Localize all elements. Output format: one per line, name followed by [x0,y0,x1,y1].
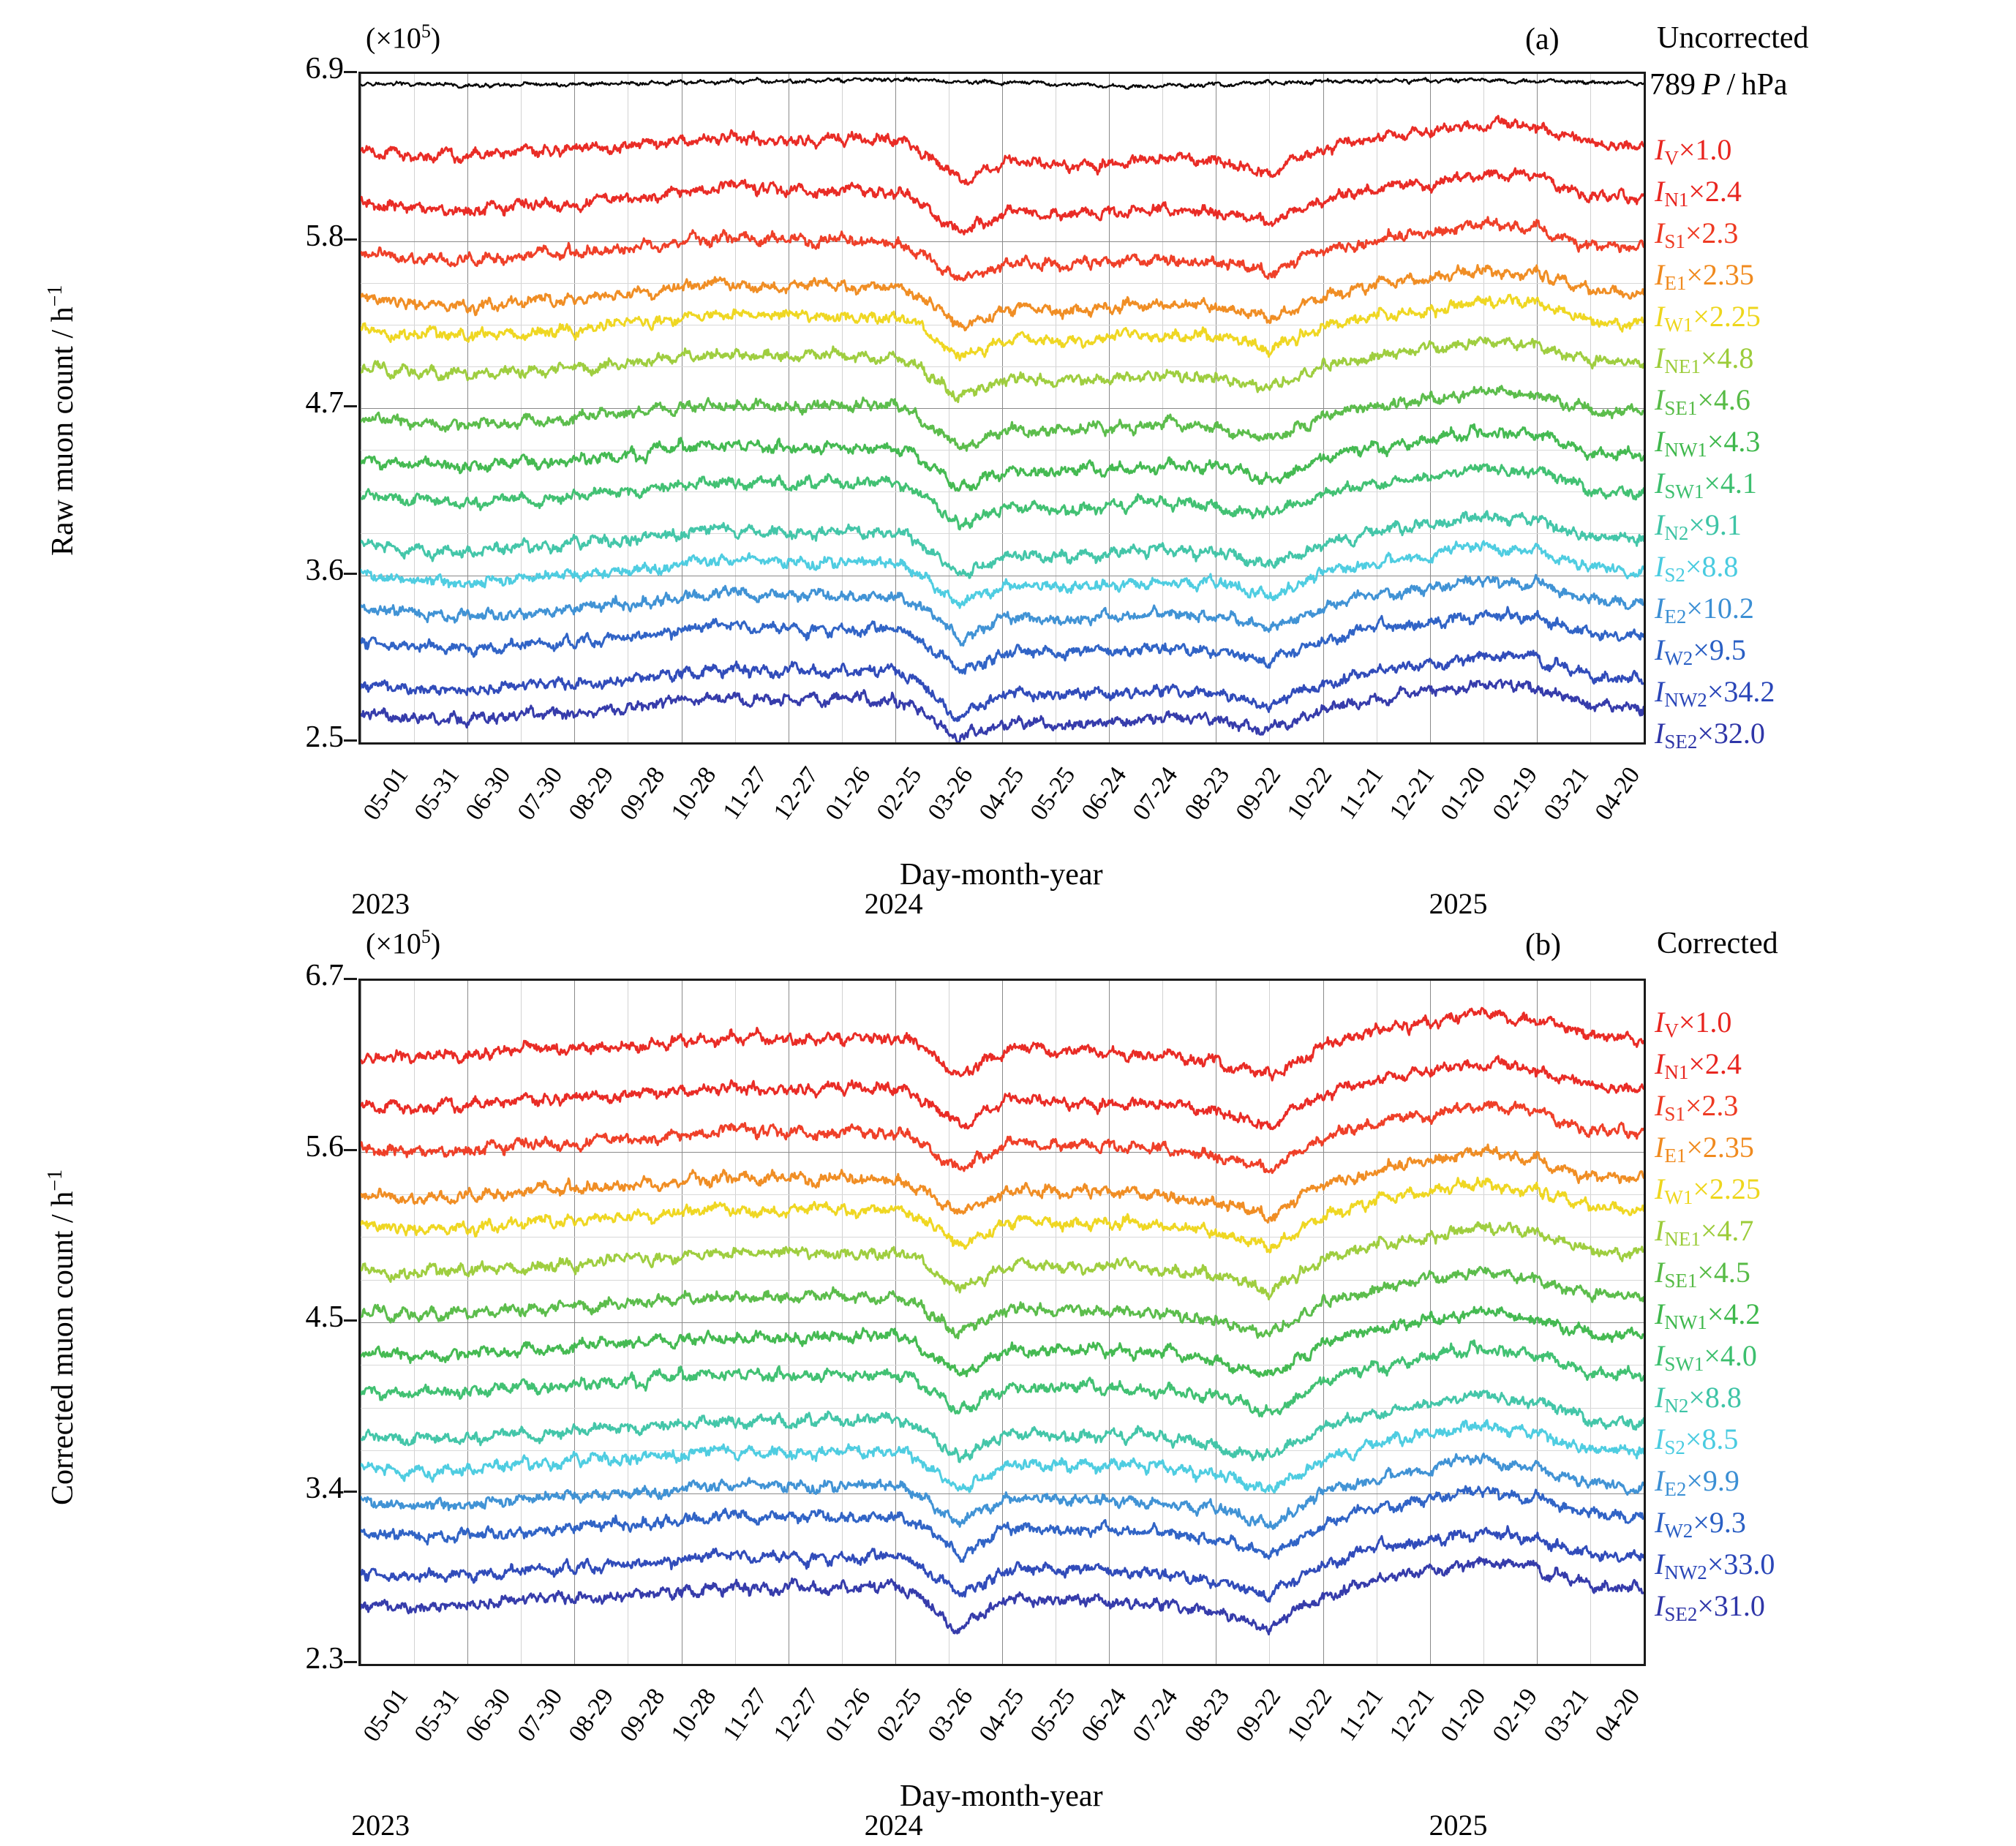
x-tick-label: 04-25 [974,1684,1030,1747]
legend-item: $I_{NE1}\times 4.7$ [1655,1214,1754,1250]
y-tick-mark [344,573,357,575]
legend-item: $I_{SE2}\times 31.0$ [1655,1589,1765,1625]
y-axis-exponent-b: $(\times 10^5)$ [366,926,441,960]
y-tick-label: 2.5 [305,720,344,754]
panel-state-label-a: Uncorrected [1657,21,1809,55]
legend-item: $I_{N1}\times 2.4$ [1655,1047,1742,1083]
x-tick-label: 03-21 [1538,1684,1595,1747]
y-tick-mark [344,238,357,241]
plot-area-b [358,979,1646,1666]
x-year-label: 2023 [351,887,410,920]
y-tick-label: 2.3 [305,1642,344,1676]
y-tick-label: 4.5 [305,1300,344,1334]
legend-item: $I_{NE1}\times 4.8$ [1655,342,1754,377]
legend-item: $I_{SE2}\times 32.0$ [1655,717,1765,753]
y-tick-mark [344,739,357,742]
y-tick-mark [344,71,357,73]
y-axis-label-a: Raw muon count / $h^{-1}$ [44,285,80,556]
x-tick-label: 09-22 [1230,1684,1287,1747]
x-tick-label: 12-27 [768,1684,824,1747]
x-tick-label: 10-28 [666,1684,722,1747]
legend-item: $I_{E2}\times 9.9$ [1655,1464,1739,1500]
x-axis-title-a: Day-month-year [900,858,1103,892]
x-tick-label: 02-19 [1487,1684,1543,1747]
x-tick-label: 10-22 [1282,762,1338,826]
y-tick-label: 3.4 [305,1471,344,1505]
x-tick-label: 09-28 [614,1684,671,1747]
x-tick-label: 02-19 [1487,762,1543,826]
x-tick-label: 01-20 [1435,1684,1492,1747]
x-tick-label: 12-21 [1384,1684,1440,1747]
x-tick-label: 11-21 [1334,1684,1389,1747]
legend-item: $I_{NW2}\times 34.2$ [1655,675,1775,711]
legend-item: $I_{SW1}\times 4.1$ [1655,467,1757,502]
y-tick-label: 5.8 [305,219,344,253]
legend-item: $I_{W2}\times 9.3$ [1655,1506,1746,1542]
legend-item: $I_{SE1}\times 4.5$ [1655,1256,1750,1292]
x-tick-label: 08-29 [563,762,620,826]
y-tick-mark [344,1149,357,1151]
x-tick-label: 11-21 [1334,762,1389,825]
x-year-label: 2025 [1429,1809,1488,1842]
legend-item: $I_V\times 1.0$ [1655,1006,1732,1041]
x-tick-label: 03-21 [1538,762,1595,826]
x-tick-label: 04-25 [974,762,1030,826]
x-year-label: 2023 [351,1809,410,1842]
legend-item: $I_{S2}\times 8.5$ [1655,1423,1739,1458]
x-tick-label: 04-20 [1590,762,1646,826]
legend-item: $I_{SW1}\times 4.0$ [1655,1339,1757,1375]
legend-item: $I_{N2}\times 8.8$ [1655,1381,1742,1417]
x-tick-label: 06-24 [1076,1684,1132,1747]
x-tick-label: 03-26 [922,1684,979,1747]
panel-state-label-b: Corrected [1657,927,1778,960]
y-tick-mark [344,1661,357,1663]
x-tick-label: 01-26 [820,1684,876,1747]
plot-area-a [358,72,1646,745]
x-tick-label: 07-24 [1127,762,1184,826]
legend-item: $I_{SE1}\times 4.6$ [1655,383,1750,419]
x-year-label: 2024 [864,1809,923,1842]
legend-item: $I_{S1}\times 2.3$ [1655,216,1739,252]
panel-uncorrected [0,0,2016,920]
x-tick-label: 07-24 [1127,1684,1184,1747]
x-tick-label: 08-23 [1179,762,1235,826]
x-tick-label: 05-25 [1025,1684,1081,1747]
x-tick-label: 12-21 [1384,762,1440,826]
x-tick-label: 09-28 [614,762,671,826]
y-tick-mark [344,978,357,980]
x-tick-label: 03-26 [922,762,979,826]
x-year-label: 2024 [864,887,923,920]
x-tick-label: 04-20 [1590,1684,1646,1747]
y-tick-mark [344,405,357,407]
legend-item: $I_{S2}\times 8.8$ [1655,550,1739,586]
legend-item: $I_{N1}\times 2.4$ [1655,175,1742,211]
x-tick-label: 01-20 [1435,762,1492,826]
x-tick-label: 07-30 [512,762,568,826]
legend-item: $I_{NW1}\times 4.3$ [1655,425,1761,461]
legend-item: $I_{E1}\times 2.35$ [1655,1131,1754,1167]
x-tick-label: 05-01 [358,762,414,826]
y-tick-label: 6.7 [305,959,344,992]
x-year-label: 2025 [1429,887,1488,920]
x-axis-title-b: Day-month-year [900,1779,1103,1813]
x-tick-label: 05-01 [358,1684,414,1747]
legend-item: $I_{W2}\times 9.5$ [1655,633,1746,669]
legend-item: $I_{W1}\times 2.25$ [1655,1172,1761,1208]
panel-corrected [0,920,2016,1846]
x-tick-label: 10-22 [1282,1684,1338,1747]
y-axis-label-b: Corrected muon count / $h^{-1}$ [44,1169,80,1505]
x-tick-label: 05-31 [409,1684,465,1747]
x-tick-label: 01-26 [820,762,876,826]
series-layer-b [361,981,1644,1664]
x-tick-label: 11-27 [718,762,773,825]
legend-item: $I_{E1}\times 2.35$ [1655,258,1754,294]
series-layer-a [361,74,1644,742]
y-tick-label: 3.6 [305,553,344,587]
pressure-series-label: 789 P / hPa [1650,68,1788,102]
x-tick-label: 09-22 [1230,762,1287,826]
x-tick-label: 05-25 [1025,762,1081,826]
x-tick-label: 06-24 [1076,762,1132,826]
legend-item: $I_{N2}\times 9.1$ [1655,508,1742,544]
x-tick-label: 06-30 [460,762,516,826]
x-tick-label: 06-30 [460,1684,516,1747]
panel-tag-b: (b) [1525,928,1561,962]
x-tick-label: 08-23 [1179,1684,1235,1747]
x-tick-label: 07-30 [512,1684,568,1747]
y-tick-label: 6.9 [305,52,344,86]
legend-item: $I_{NW2}\times 33.0$ [1655,1548,1775,1583]
x-tick-label: 05-31 [409,762,465,826]
x-tick-label: 11-27 [718,1684,773,1747]
y-tick-mark [344,1319,357,1322]
legend-item: $I_V\times 1.0$ [1655,133,1732,169]
y-tick-label: 5.6 [305,1129,344,1164]
legend-item: $I_{S1}\times 2.3$ [1655,1089,1739,1125]
x-tick-label: 12-27 [768,762,824,826]
x-tick-label: 02-25 [871,1684,927,1747]
x-tick-label: 10-28 [666,762,722,826]
y-tick-mark [344,1491,357,1493]
x-tick-label: 02-25 [871,762,927,826]
panel-tag-a: (a) [1525,23,1560,56]
x-tick-label: 08-29 [563,1684,620,1747]
y-axis-exponent-a: $(\times 10^5)$ [366,20,441,55]
legend-item: $I_{NW1}\times 4.2$ [1655,1297,1761,1333]
y-tick-label: 4.7 [305,386,344,420]
legend-item: $I_{E2}\times 10.2$ [1655,592,1754,628]
legend-item: $I_{W1}\times 2.25$ [1655,300,1761,336]
